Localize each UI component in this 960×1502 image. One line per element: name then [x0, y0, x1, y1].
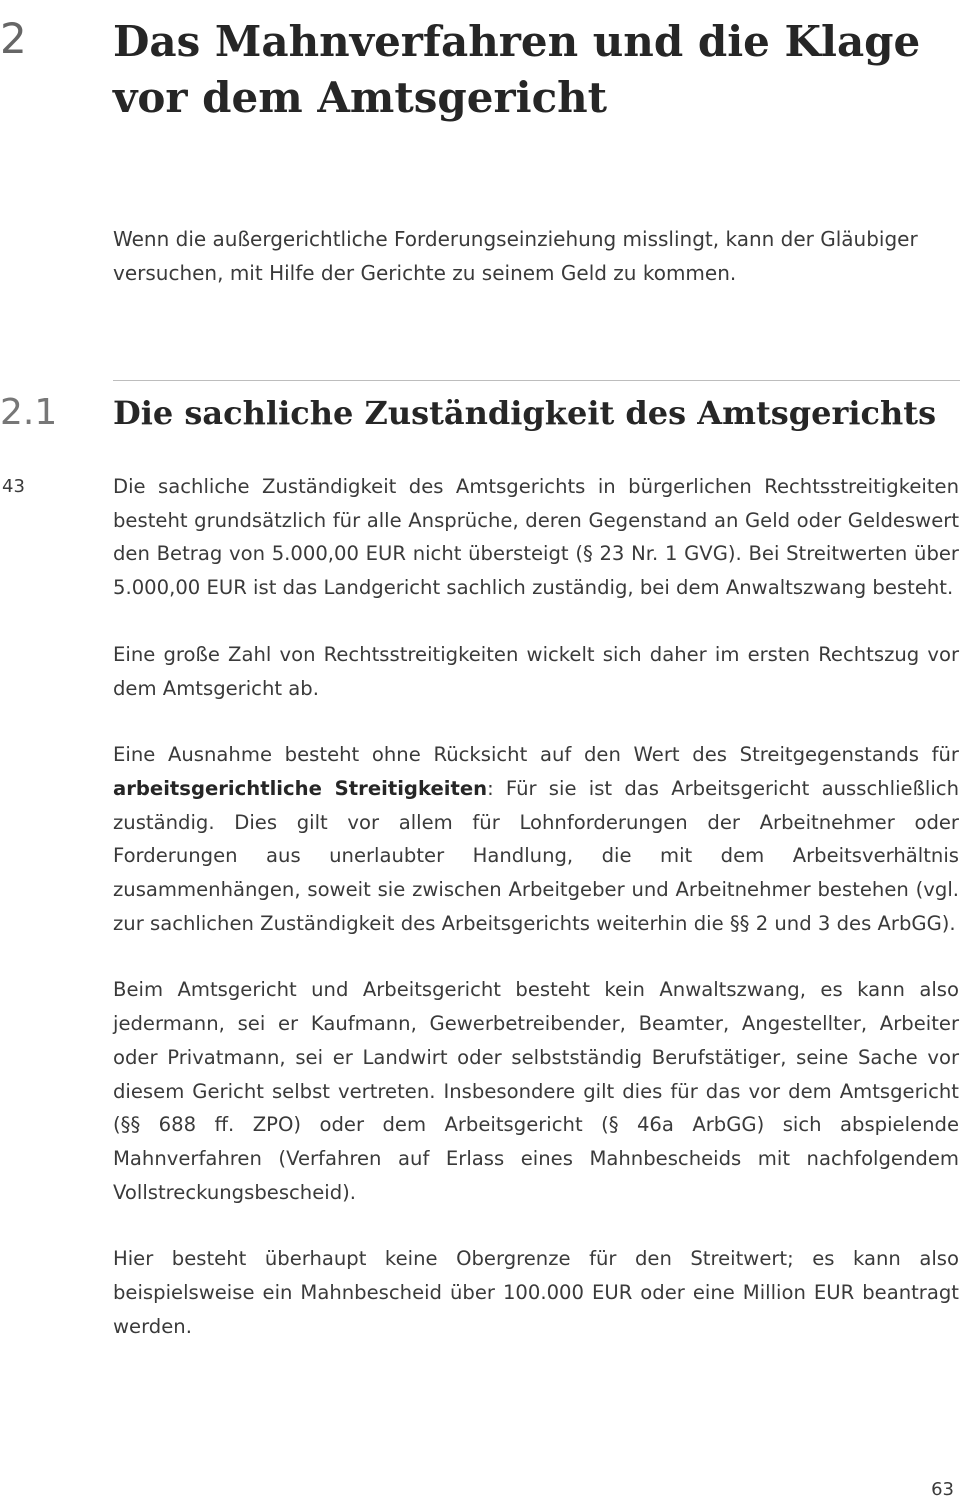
margin-number: 43 [2, 476, 25, 497]
emphasized-term: arbeitsgerichtliche Streitigkeiten [113, 776, 488, 800]
chapter-intro: Wenn die außergerichtliche Forderungseinziehung misslingt, kann der Gläubiger versuchen, mit Hilfe der Gerichte zu seinem Geld zu kommen. [113, 227, 918, 285]
paragraph-3-rest: : Für sie ist das Arbeitsgericht ausschließlich zuständig. Dies gilt vor allem für Lohnforderungen der Arbeitnehmer oder Forderungen aus unerlaubter Handlung, die mit dem Arbeitsverhältnis zusammenhängen, soweit sie zwischen Arbeitgeber und Arbeitnehmer bestehen (vgl. zur sachlichen Zuständigkeit des Arbeitsgerichts weiterhin die §§ 2 und 3 des ArbGG). [113, 776, 960, 935]
chapter-title-line-1: Das Mahnverfahren und die Klage [113, 17, 921, 66]
chapter-title [113, 14, 933, 126]
paragraph-3-intro: Eine Ausnahme besteht ohne Rücksicht auf den Wert des Streitgegenstands für [113, 743, 959, 767]
section-divider [113, 380, 960, 381]
paragraph-2: Eine große Zahl von Rechtsstreitigkeiten wickelt sich daher im ersten Rechtszug vor dem Amtsgericht ab. [113, 642, 959, 700]
paragraph-3 [113, 738, 959, 940]
paragraph-1: Die sachliche Zuständigkeit des Amtsgerichts in bürgerlichen Rechtsstreitigkeiten besteht grundsätzlich für alle Ansprüche, deren Gegenstand an Geld oder Geldeswert den Betrag von 5.000,00 EUR nicht übersteigt (§ 23 Nr. 1 GVG). Bei Streitwerten über 5.000,00 EUR ist das Landgericht sachlich zuständig, bei dem Anwaltszwang besteht. [113, 475, 959, 600]
chapter-number: 2 [0, 14, 27, 63]
page-number: 63 [931, 1479, 954, 1500]
section-title: Die sachliche Zuständigkeit des Amtsgerichts [113, 394, 937, 432]
paragraph-5: Hier besteht überhaupt keine Obergrenze für den Streitwert; es kann also beispielsweise ein Mahnbescheid über 100.000 EUR oder eine Million EUR beantragt werden. [113, 1247, 959, 1338]
paragraph-4: Beim Amtsgericht und Arbeitsgericht besteht kein Anwaltszwang, es kann also jedermann, sei er Kaufmann, Gewerbetreibender, Beamter, Angestellter, Arbeiter oder Privatmann, sei er Landwirt oder selbstständig Berufstätiger, seine Sache vor diesem Gericht selbst vertreten. Insbesondere gilt dies für das vor dem Amtsgericht (§§ 688 ff. ZPO) oder dem Arbeitsgericht (§ 46a ArbGG) sich abspielende Mahnverfahren (Verfahren auf Erlass eines Mahnbescheids mit nachfolgendem Vollstreckungsbescheid). [113, 978, 959, 1204]
section-body [113, 470, 959, 1343]
chapter-title-line-2: vor dem Amtsgericht [113, 73, 608, 122]
section-number: 2.1 [0, 392, 58, 433]
